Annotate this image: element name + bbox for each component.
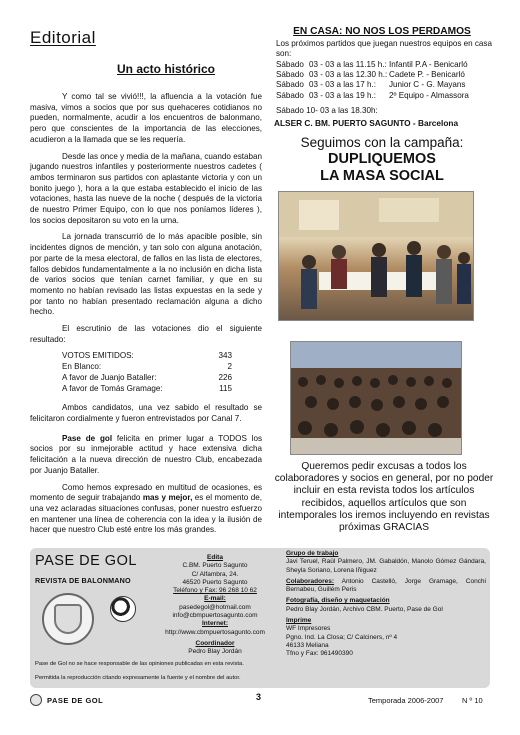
masthead-box: [30, 548, 490, 688]
edita-block: Edita C.BM. Puerto Sagunto C/ Alfambra, 24. 46520 Puerto Sagunto Teléfono y Fax: 96 268 10 62 E-mail: pasedegol@hotmail.com info@cbmpuertosagunto.com Internet: http://www.cbmpuertosagunto.com Coordinador Pedro Blay Jordán: [140, 554, 290, 657]
footer-brand: PASE DE GOL: [47, 696, 104, 705]
article-title: Un acto histórico: [116, 62, 215, 76]
campaign-block: [272, 135, 492, 185]
vote-results: [62, 351, 232, 394]
credits-block: [286, 550, 486, 662]
collab-credit: Colaboradores: Antonio Castelló, Jorge Gramage, Conchi Bernabeu, Guillém Peris: [286, 577, 486, 594]
campaign-line-1: Seguimos con la campaña:: [300, 134, 464, 150]
audience-photo: [290, 341, 462, 455]
footer-logo-icon: [30, 694, 42, 706]
alser-match: ALSER C. BM. PUERTO SAGUNTO - Barcelona: [274, 117, 459, 128]
match-schedule: [272, 60, 492, 101]
website-link[interactable]: http://www.cbmpuertosagunto.com: [165, 628, 265, 636]
paragraph-7: Como hemos expresado en multitud de ocasiones, es momento de seguir trabajando mas y mejor, es el momento de, una vez aclaradas situaciones confusas, poner nuestro esfuerzo en mantener una línea de coherencia con la idea y la ilusión de hacer que nuestro Club esté entre los más grandes.: [30, 482, 262, 535]
en-casa-intro: Los próximos partidos que juegan nuestros equipos en casa son:: [276, 39, 492, 58]
email-link[interactable]: pasedegol@hotmail.com: [179, 603, 251, 611]
editorial-column: [30, 28, 262, 536]
paragraph-1: Y como tal se vivió!!!, la afluencia a la votación fue masiva, vimos a socios que por sus quehaceres cotidianos no pueden, normalmente, acudir a los encuentros de balonmano, pero que conscientes de la importancia de las elecciones, acudieron a la llamada que se les requería.: [30, 92, 262, 144]
campaign-line-2: DUPLIQUEMOS: [328, 150, 436, 167]
campaign-line-3: LA MASA SOCIAL: [320, 167, 444, 184]
editorial-heading: Editorial: [30, 28, 96, 47]
vote-row: En Blanco: 2: [62, 362, 232, 372]
paragraph-4: El escrutinio de las votaciones dio el siguiente resultado:: [30, 324, 262, 344]
club-crest-icon: [42, 593, 94, 645]
match-row: Sábado 03 - 03 a las 12.30 h.: Cadete P. - Benicarló: [276, 70, 465, 80]
en-casa-title: EN CASA: NO NOS LOS PERDAMOS: [293, 26, 471, 37]
ball-icon: [110, 596, 136, 622]
email-link[interactable]: info@cbmpuertosagunto.com: [172, 612, 258, 620]
reproduction-note: Permitida la reproducción citando expresamente la fuente y el nombre del autor.: [35, 675, 241, 681]
print-credit: Imprime WF Impresores Pgno. Ind. La Closa; C/ Calciners, nº 4 46133 Meliana Tfno y Fax: 961490390: [286, 617, 398, 658]
paragraph-3: La jornada transcurrió de lo más apacible posible, sin incidentes dignos de mención, y tan solo con alguna anotación, por parte de la mesa electoral, de fallos en las lista de electores, fallos debidos fundamentalmente a la no inclusión en dicha lista de varios socios que tenían carnet familiar, y que en su momento no habían revisado las listas expuestas en la sede y por tanto no habían presentado reclamación alguna a dicho hecho.: [30, 232, 262, 317]
season-label: Temporada 2006-2007: [368, 696, 444, 705]
pase-de-gol-bold: Pase de gol: [62, 433, 113, 443]
apology-note: Queremos pedir excusas a todos los colaboradores y socios en general, por no poder incluir en esta revista todos los artículos recibidos, aquellos artículos que son intemporales los iremos incluyendo en revistas próximas GRACIAS: [274, 461, 494, 534]
match-row: Sábado 03 - 03 a las 19 h.: 2º Equipo - Almassora: [276, 90, 469, 100]
group-credit: Grupo de trabajo Javi Teruel, Raül Palmero, JM. Gabaldón, Manolo Gómez Gándara, Sheyla Soriano, Lorena Iñiguez: [286, 550, 486, 574]
audience-photo-art: [291, 342, 462, 455]
page-number: 3: [256, 692, 262, 702]
saturday-10-line: Sábado 10- 03 a las 18.30h:: [276, 105, 378, 115]
photo-credit: Fotografía, diseño y maquetación Pedro Blay Jordán, Archivo CBM. Puerto, Pase de Gol: [286, 597, 443, 613]
disclaimer: Pase de Gol no se hace responsable de las opiniones publicadas en esta revista.: [35, 661, 244, 667]
match-row: Sábado 03 - 03 a las 11.15 h.: Infantil P.A - Benicarló: [276, 60, 468, 69]
paragraph-6: Pase de gol felicita en primer lugar a TODOS los socios por su inmejorable actitud y hace extensiva dicha felicitación a la nueva dirección de nuestro Club, encabezada por Juanjo Bataller.: [30, 433, 262, 475]
paragraph-5: Ambos candidatos, una vez sabido el resultado se felicitaron cordialmente y fueron entrevistados por Canal 7.: [30, 403, 262, 423]
voting-room-photo: [278, 191, 474, 321]
match-row: Sábado 03 - 03 a las 17 h.: Junior C - G. Mayans: [276, 80, 466, 90]
vote-row: A favor de Tomás Gramage: 115: [62, 383, 232, 393]
issue-number: N º 10: [462, 696, 483, 705]
right-column: [272, 26, 492, 185]
vote-row: A favor de Juanjo Bataller: 226: [62, 372, 232, 382]
voting-room-photo-art: [279, 192, 474, 321]
masthead-title: PASE DE GOL: [35, 553, 137, 569]
masthead-subtitle: REVISTA DE BALONMANO: [35, 576, 131, 585]
paragraph-2: Desde las once y media de la mañana, cuando estaban jugando nuestros infantiles y posteriormente nuestros cadetes ( ambos terminaron sus partidos con aplastante victoria y con un bonito juego ), hora a la que estaba establecido el inicio de las votaciones, hasta las nueve de la noche ( después de la victoria de nuestro Primer Equipo, con lo que nos poníamos líderes ), los socios depositaron su voto en la urna.: [30, 151, 262, 225]
vote-row: VOTOS EMITIDOS: 343: [62, 351, 232, 361]
